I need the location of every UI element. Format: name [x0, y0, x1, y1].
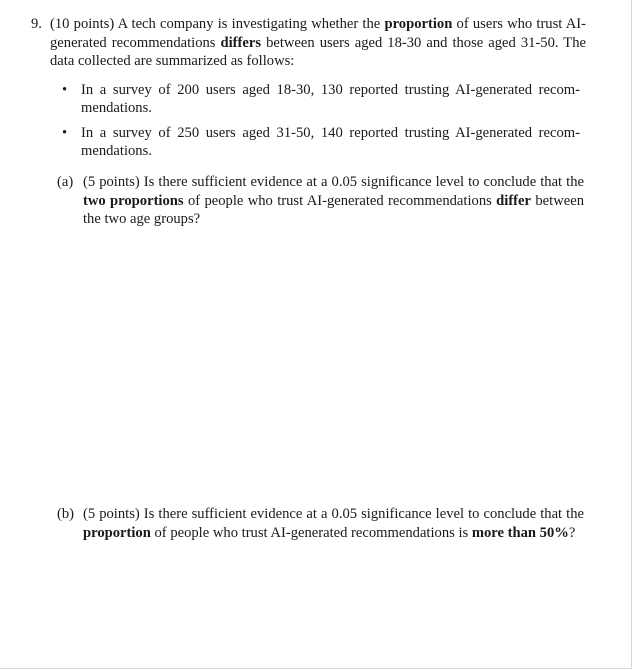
bullet-icon: • [62, 124, 68, 141]
part-a [57, 173, 584, 229]
part-a-bold-differ: differ [496, 192, 532, 209]
list-item-text: In a survey of 250 users aged 31-50, 140 reported trusting AI-generated recom- mendations. [81, 124, 580, 159]
part-a-bold-two-proportions: two proportions [83, 192, 184, 209]
part-a-text-3: between the two age groups? [83, 192, 584, 227]
question-text-1: A tech company is investigating whether the [114, 16, 385, 32]
part-b-text-2: of people who trust AI-generated recommendations is [150, 524, 472, 541]
question-points: (10 points) [50, 16, 115, 32]
part-a-text-2: of people who trust AI-generated recommendations [183, 192, 497, 209]
question-bold-differs: differs [220, 34, 262, 51]
question-number: 9. [31, 16, 42, 32]
bullet-icon: • [62, 81, 68, 98]
question-statement [50, 15, 586, 71]
part-a-label: (a) [57, 174, 74, 190]
part-b-label: (b) [57, 506, 75, 522]
part-b-bold-more-than-50: more than 50% [471, 524, 569, 541]
part-a-text [83, 173, 584, 229]
part-b-text-1: (5 points) Is there sufficient evidence at a 0.05 significance level to conclude that the [83, 506, 584, 522]
part-b-bold-proportion: proportion [83, 524, 151, 541]
list-item [50, 81, 580, 118]
question-text-2: of users who trust AI-generated recommendations [50, 16, 586, 51]
list-item [50, 124, 580, 161]
part-b-text [83, 505, 584, 542]
question-text-3: between users aged 18-30 and those aged 31-50. The data collected are summarized as follows: [50, 34, 586, 69]
part-b-text-3: ? [568, 524, 576, 541]
part-b [57, 505, 584, 542]
data-summary-list [50, 81, 580, 161]
list-item-text: In a survey of 200 users aged 18-30, 130 reported trusting AI-generated recom- mendations. [81, 81, 580, 116]
problem-9 [31, 15, 586, 167]
question-bold-proportion: proportion [384, 16, 453, 32]
part-a-text-1: (5 points) Is there sufficient evidence at a 0.05 significance level to conclude that the [83, 174, 584, 190]
